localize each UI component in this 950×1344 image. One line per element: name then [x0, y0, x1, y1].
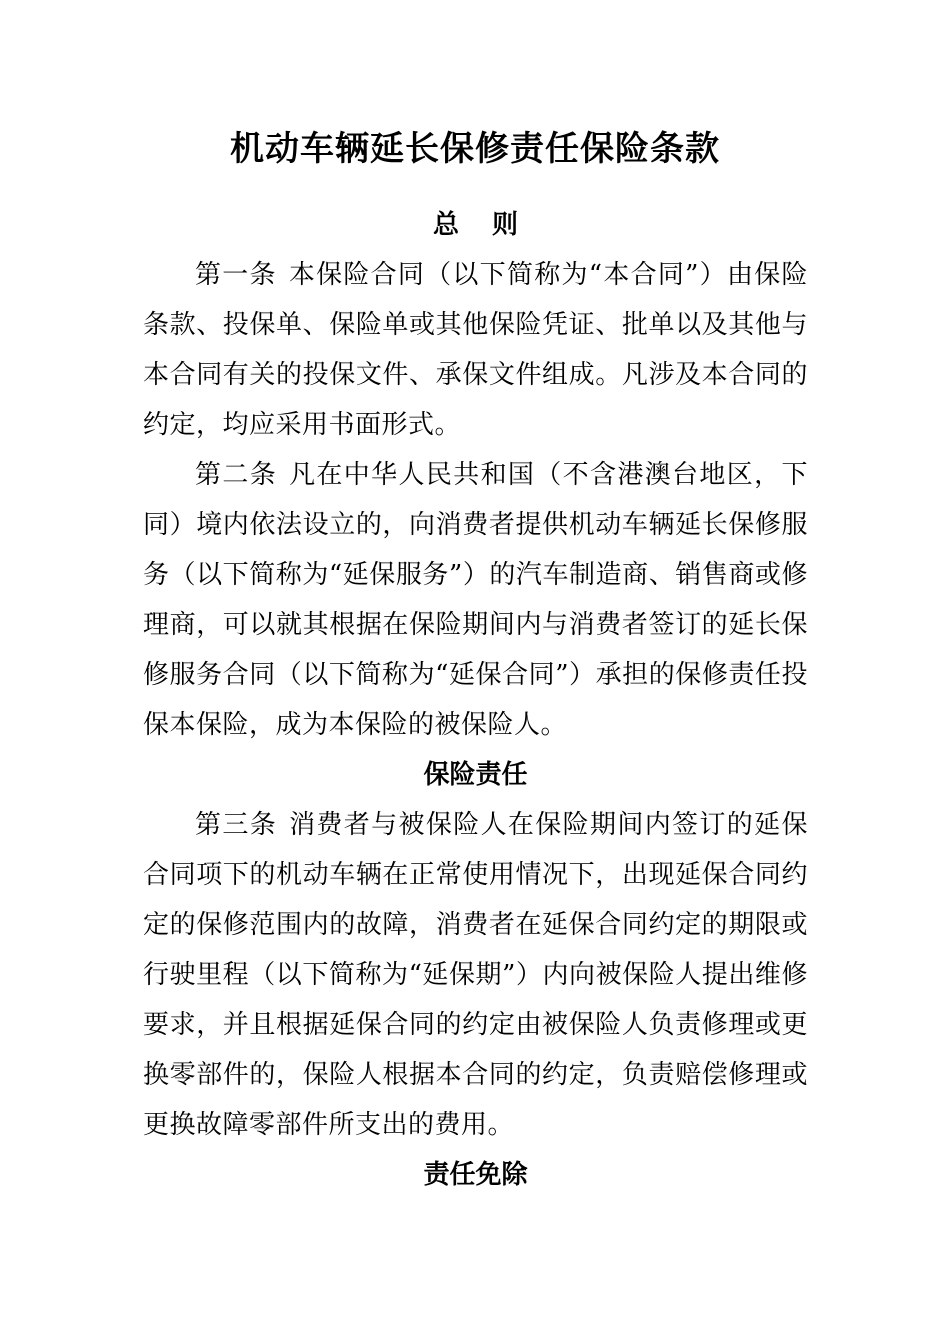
article-text: 本保险合同（以下简称为“本合同”）由保险条款、投保单、保险单或其他保险凭证、批单以及其他与本合同有关的投保文件、承保文件组成。凡涉及本合同的约定，均应采用书面形式。 [143, 260, 808, 440]
article-label: 第二条 [195, 460, 278, 490]
document-title: 机动车辆延长保修责任保险条款 [230, 128, 720, 169]
article-label: 第一条 [195, 260, 277, 290]
article-3 [143, 800, 808, 1150]
document-body [143, 200, 808, 1200]
section-heading-general: 总 则 [432, 210, 531, 240]
article-2 [143, 450, 808, 750]
section-heading-exclusions: 责任免除 [423, 1160, 528, 1190]
article-label: 第三条 [195, 810, 278, 840]
section-heading-coverage: 保险责任 [423, 760, 528, 790]
article-text: 消费者与被保险人在保险期间内签订的延保合同项下的机动车辆在正常使用情况下，出现延保合同约定的保修范围内的故障，消费者在延保合同约定的期限或行驶里程（以下简称为“延保期”）内向被保险人提出维修要求，并且根据延保合同的约定由被保险人负责修理或更换零部件的，保险人根据本合同的约定，负责赔偿修理或更换故障零部件所支出的费用。 [143, 810, 808, 1140]
article-1 [143, 250, 808, 450]
article-text: 凡在中华人民共和国（不含港澳台地区，下同）境内依法设立的，向消费者提供机动车辆延长保修服务（以下简称为“延保服务”）的汽车制造商、销售商或修理商，可以就其根据在保险期间内与消费者签订的延长保修服务合同（以下简称为“延保合同”）承担的保修责任投保本保险，成为本保险的被保险人。 [143, 460, 808, 740]
